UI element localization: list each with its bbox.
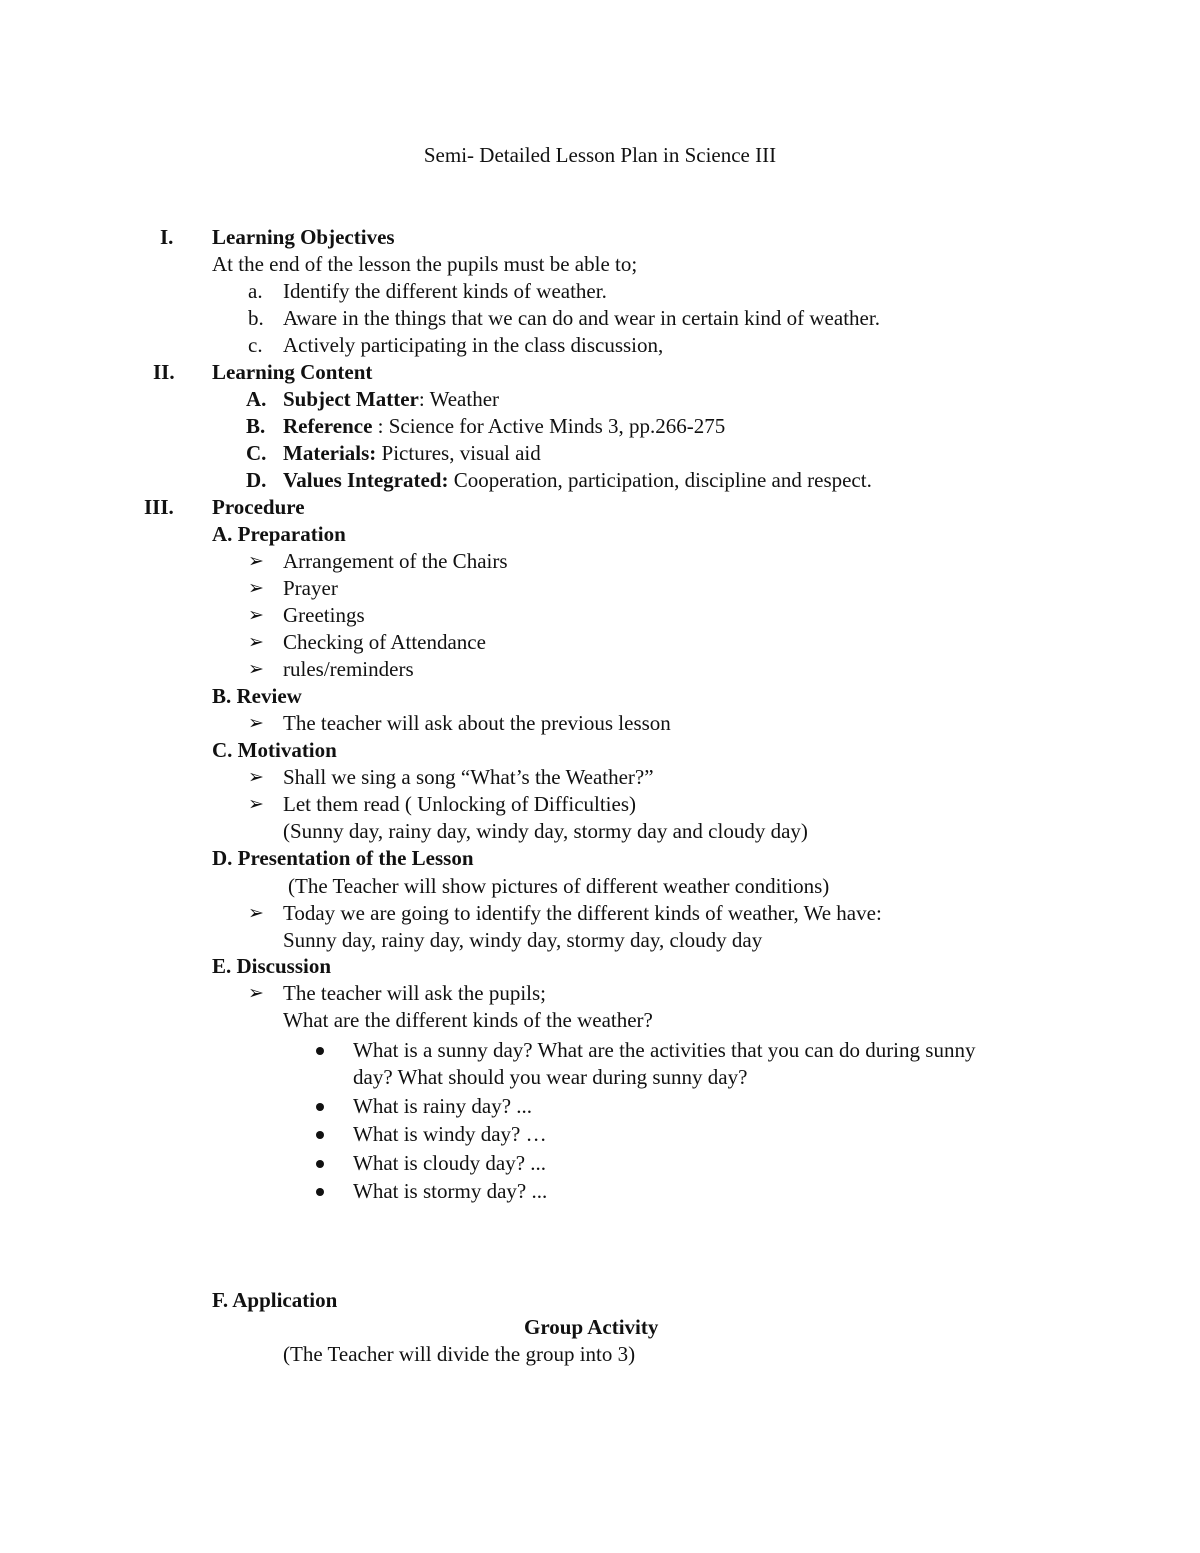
discussion-item: The teacher will ask the pupils; — [283, 981, 547, 1005]
content-marker-d: D. — [246, 468, 267, 492]
arrow-bullet-icon: ➢ — [248, 659, 264, 680]
preparation-item: Prayer — [283, 576, 338, 600]
content-value: : Weather — [418, 387, 500, 411]
presentation-note: (The Teacher will show pictures of different weather conditions) — [288, 874, 830, 898]
content-value: : Science for Active Minds 3, pp.266-275 — [372, 414, 726, 438]
content-label: Materials: — [283, 441, 377, 465]
document-title: Semi- Detailed Lesson Plan in Science III — [423, 143, 777, 167]
objective-marker-a: a. — [248, 279, 263, 303]
arrow-bullet-icon: ➢ — [248, 903, 264, 924]
section-heading-learning-objectives: Learning Objectives — [212, 225, 395, 249]
discussion-bullet: What is stormy day? ... — [353, 1179, 548, 1203]
group-activity-note: (The Teacher will divide the group into 3) — [283, 1342, 636, 1366]
section-heading-procedure: Procedure — [212, 495, 305, 519]
arrow-bullet-icon: ➢ — [248, 767, 264, 788]
content-label: Values Integrated: — [283, 468, 449, 492]
discussion-bullet: What is windy day? … — [353, 1122, 547, 1146]
content-item-values — [283, 470, 872, 491]
content-value: Pictures, visual aid — [376, 441, 541, 465]
section-numeral-1: I. — [160, 225, 174, 249]
content-marker-a: A. — [246, 387, 267, 411]
arrow-bullet-icon: ➢ — [248, 794, 264, 815]
content-item-subject-matter — [283, 389, 499, 410]
presentation-item: Today we are going to identify the different kinds of weather, We have: — [283, 901, 882, 925]
subsection-heading-review: B. Review — [212, 684, 302, 708]
objective-marker-c: c. — [248, 333, 263, 357]
preparation-item: Checking of Attendance — [283, 630, 486, 654]
section-numeral-2: II. — [153, 360, 175, 384]
bullet-dot-icon — [316, 1103, 324, 1111]
content-label: Reference — [283, 414, 373, 438]
subsection-heading-preparation: A. Preparation — [212, 522, 346, 546]
objective-text-a: Identify the different kinds of weather. — [283, 279, 607, 303]
presentation-continuation: Sunny day, rainy day, windy day, stormy day, cloudy day — [283, 928, 763, 952]
bullet-dot-icon — [316, 1188, 324, 1196]
objectives-intro: At the end of the lesson the pupils must be able to; — [212, 252, 638, 276]
objective-text-b: Aware in the things that we can do and wear in certain kind of weather. — [283, 306, 880, 330]
content-item-materials — [283, 443, 541, 464]
discussion-question: What are the different kinds of the weather? — [283, 1008, 653, 1032]
preparation-item: Arrangement of the Chairs — [283, 549, 508, 573]
objective-marker-b: b. — [248, 306, 264, 330]
content-marker-b: B. — [246, 414, 266, 438]
subsection-heading-presentation: D. Presentation of the Lesson — [212, 846, 474, 870]
review-item: The teacher will ask about the previous lesson — [283, 711, 671, 735]
preparation-item: Greetings — [283, 603, 365, 627]
bullet-dot-icon — [316, 1131, 324, 1139]
arrow-bullet-icon: ➢ — [248, 632, 264, 653]
discussion-bullet: What is rainy day? ... — [353, 1094, 533, 1118]
subsection-heading-application: F. Application — [212, 1288, 338, 1312]
motivation-item: Let them read ( Unlocking of Difficulties) — [283, 792, 637, 816]
section-numeral-3: III. — [144, 495, 174, 519]
section-heading-learning-content: Learning Content — [212, 360, 373, 384]
arrow-bullet-icon: ➢ — [248, 605, 264, 626]
content-value: Cooperation, participation, discipline and respect. — [448, 468, 872, 492]
objective-text-c: Actively participating in the class discussion, — [283, 333, 664, 357]
arrow-bullet-icon: ➢ — [248, 578, 264, 599]
preparation-item: rules/reminders — [283, 657, 414, 681]
discussion-bullet-continuation: day? What should you wear during sunny day? — [353, 1065, 748, 1089]
bullet-dot-icon — [316, 1160, 324, 1168]
motivation-note: (Sunny day, rainy day, windy day, stormy day and cloudy day) — [283, 819, 808, 843]
arrow-bullet-icon: ➢ — [248, 551, 264, 572]
content-label: Subject Matter — [283, 387, 419, 411]
subsection-heading-discussion: E. Discussion — [212, 954, 332, 978]
subsection-heading-motivation: C. Motivation — [212, 738, 337, 762]
arrow-bullet-icon: ➢ — [248, 983, 264, 1004]
content-item-reference — [283, 416, 725, 437]
discussion-bullet: What is cloudy day? ... — [353, 1151, 547, 1175]
arrow-bullet-icon: ➢ — [248, 713, 264, 734]
discussion-bullet: What is a sunny day? What are the activities that you can do during sunny — [353, 1038, 976, 1062]
motivation-item: Shall we sing a song “What’s the Weather?” — [283, 765, 654, 789]
content-marker-c: C. — [246, 441, 267, 465]
group-activity-title: Group Activity — [524, 1315, 659, 1339]
bullet-dot-icon — [316, 1047, 324, 1055]
